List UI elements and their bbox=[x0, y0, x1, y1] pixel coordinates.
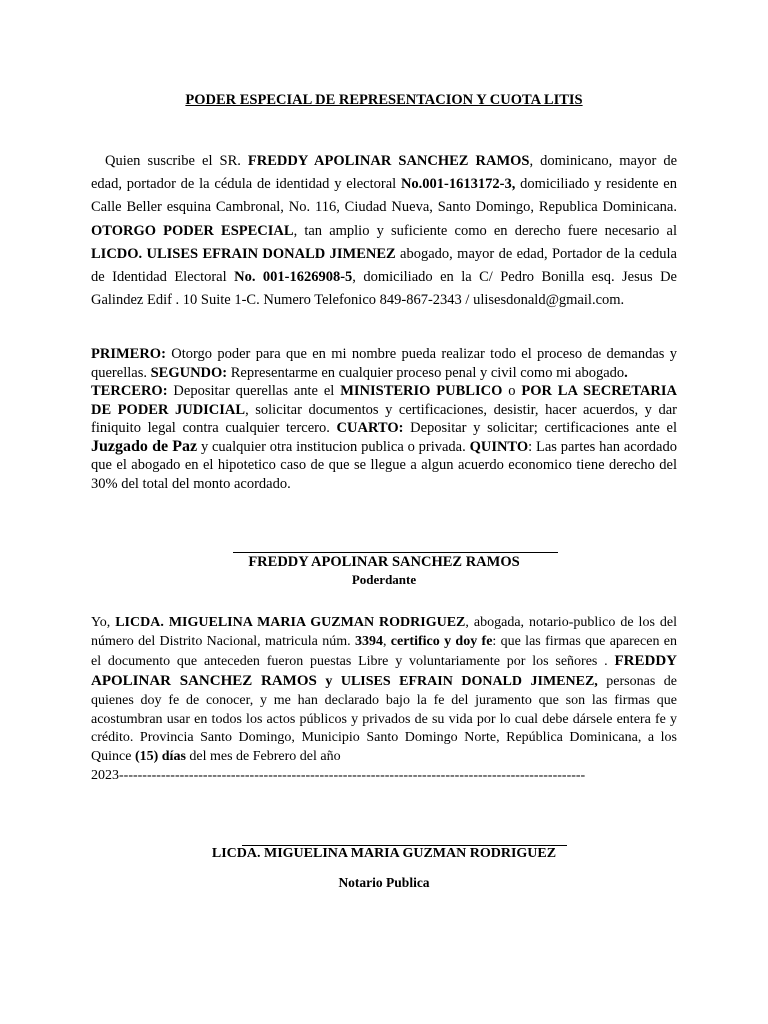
signature-name-grantor: FREDDY APOLINAR SANCHEZ RAMOS bbox=[248, 554, 520, 570]
document-title: PODER ESPECIAL DE REPRESENTACION Y CUOTA LITIS bbox=[185, 92, 583, 108]
signature-role-grantor: Poderdante bbox=[351, 572, 417, 587]
paragraph-notary-certification: Yo, LICDA. MIGUELINA MARIA GUZMAN RODRIGUEZ, abogada, notario-publico de los del número del Distrito Nacional, matricula núm. 3394, certifico y doy fe: que las firmas que aparecen en el documento que anteceden fueron puestas Libre y voluntariamente por los señores . FREDDY APOLINAR SANCHEZ RAMOS y ULISES EFRAIN DONALD JIMENEZ, personas de quienes doy fe de conocer, y me han declarado bajo la fe del juramento que son las firmas que acostumbran usar en todos los actos públicos y privados de su vida por lo cual debe dársele entera fe y crédito. Provincia Santo Domingo, Municipio Santo Domingo Norte, República Dominicana, a los Quince (15) días del mes de Febrero del año 2023---------------------------------------------------------------------------------------------------- bbox=[91, 615, 677, 784]
paragraph-grantor: Quien suscribe el SR. FREDDY APOLINAR SANCHEZ RAMOS, dominicano, mayor de edad, portador de la cédula de identidad y electoral No.001-1613172-3, domiciliado y residente en Calle Beller esquina Cambronal, No. 116, Ciudad Nueva, Santo Domingo, Republica Dominicana. OTORGO PODER ESPECIAL, tan amplio y suficiente como en derecho fuere necesario al LICDO. ULISES EFRAIN DONALD JIMENEZ abogado, mayor de edad, Portador de la cedula de Identidad Electoral No. 001-1626908-5, domiciliado en la C/ Pedro Bonilla esq. Jesus De Galindez Edif . 10 Suite 1-C. Numero Telefonico 849-867-2343 / ulisesdonald@gmail.com. bbox=[91, 153, 678, 309]
signature-name-notary: LICDA. MIGUELINA MARIA GUZMAN RODRIGUEZ bbox=[211, 846, 557, 861]
signature-role-notary: Notario Publica bbox=[338, 875, 430, 890]
signature-line-grantor bbox=[233, 552, 558, 553]
paragraph-clauses: PRIMERO: Otorgo poder para que en mi nombre pueda realizar todo el proceso de demandas y querellas. SEGUNDO: Representarme en cualquier proceso penal y civil como mi abogado. TERCERO: Depositar querellas ante el MINISTERIO PUBLICO o POR LA SECRETARIA DE PODER JUDICIAL, solicitar documentos y certificaciones, desistir, hacer acuerdos, y dar finiquito legal contra cualquier tercero. CUARTO: Depositar y solicitar; certificaciones ante el Juzgado de Paz y cualquier otra institucion publica o privada. QUINTO: Las partes han acordado que el abogado en el hipotetico caso de que se llegue a algun acuerdo economico tiene derecho del 30% del total del monto acordado. bbox=[91, 346, 678, 492]
